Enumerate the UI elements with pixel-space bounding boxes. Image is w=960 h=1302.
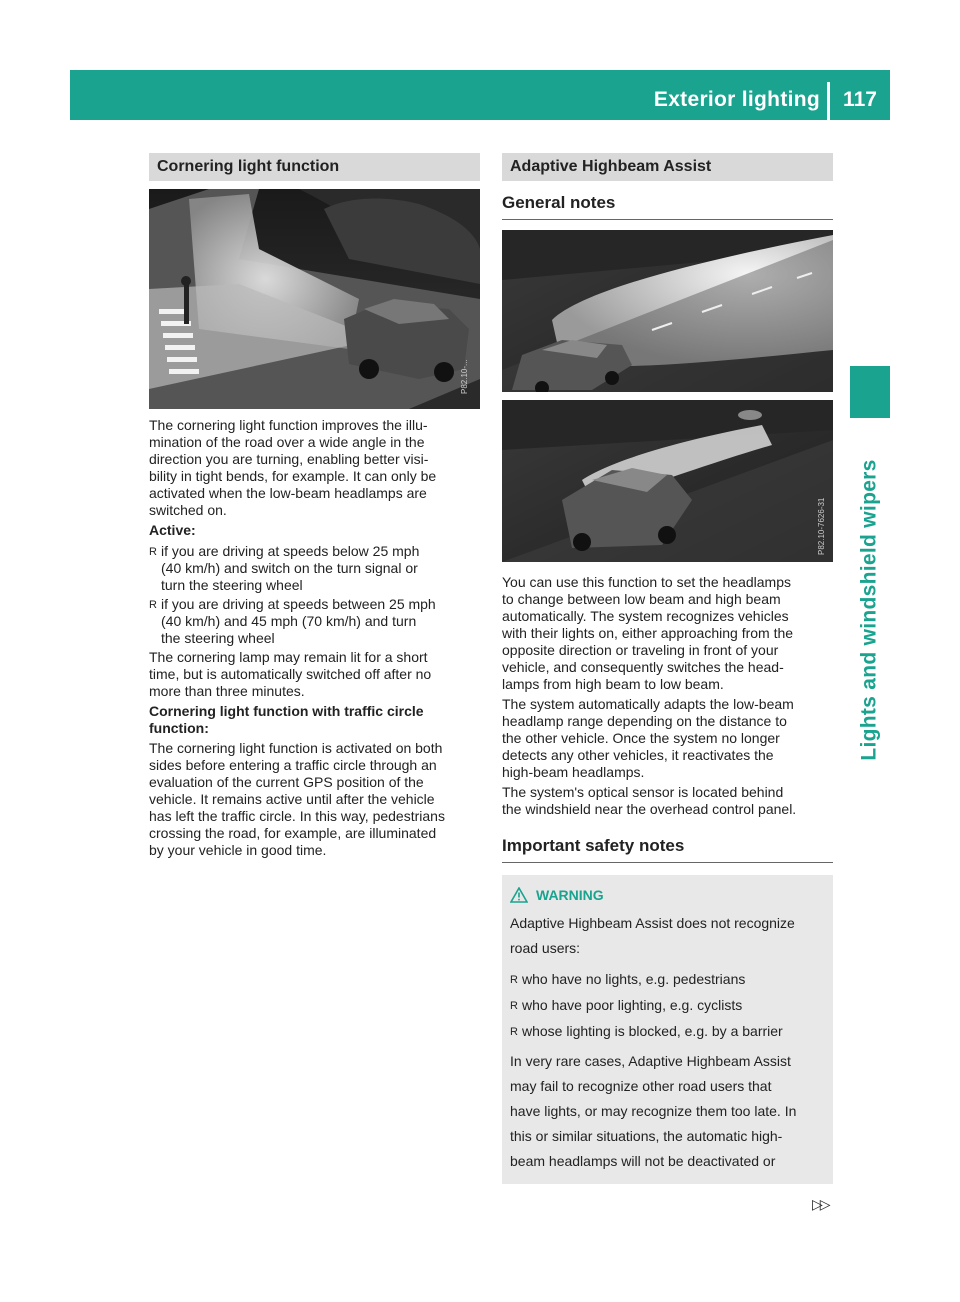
- side-tab-marker: [850, 366, 890, 418]
- bullet-icon: R: [510, 1000, 518, 1012]
- list-item: [149, 596, 480, 647]
- text-line: The system's optical sensor is located behind: [502, 784, 784, 800]
- text-line: has left the traffic circle. In this way, pedestrians: [149, 808, 445, 824]
- text-line: detects any other vehicles, it reactivates the: [502, 747, 774, 763]
- list-item: [510, 967, 825, 993]
- highbeam-paragraph-3: [502, 784, 833, 818]
- continue-arrow-icon: ▷▷: [812, 1196, 828, 1212]
- left-column: [149, 153, 480, 859]
- header-bar: [70, 70, 890, 120]
- list-item-text: who have no lights, e.g. pedestrians: [522, 971, 746, 987]
- text-line: the other vehicle. Once the system no longer: [502, 730, 780, 746]
- text-line: Cornering light function with traffic circle: [149, 703, 424, 719]
- text-line: switched on.: [149, 502, 227, 518]
- list-item-text: who have poor lighting, e.g. cyclists: [522, 997, 743, 1013]
- figure-code-left: P82.10-...: [460, 359, 469, 394]
- text-line: function:: [149, 720, 209, 736]
- list-item-text: whose lighting is blocked, e.g. by a barrier: [522, 1023, 783, 1039]
- text-line: if you are driving at speeds below 25 mph: [161, 543, 420, 559]
- bullet-icon: R: [510, 1026, 518, 1038]
- text-line: beam headlamps will not be deactivated or: [510, 1153, 776, 1169]
- section-title-cornering: Cornering light function: [149, 153, 480, 181]
- text-line: evaluation of the current GPS position of the: [149, 774, 424, 790]
- text-line: (40 km/h) and switch on the turn signal or: [161, 560, 418, 576]
- text-line: automatically. The system recognizes vehicles: [502, 608, 789, 624]
- text-line: mination of the road over a wide angle in the: [149, 434, 425, 450]
- cornering-light-illustration: [149, 189, 480, 409]
- warning-box: [502, 875, 833, 1184]
- section-title-highbeam: Adaptive Highbeam Assist: [502, 153, 833, 181]
- text-line: may fail to recognize other road users that: [510, 1078, 772, 1094]
- text-line: vehicle, and consequently switches the head-: [502, 659, 784, 675]
- text-line: the steering wheel: [161, 630, 275, 646]
- text-line: activated when the low-beam headlamps are: [149, 485, 427, 501]
- highbeam-paragraph-1: [502, 574, 833, 693]
- text-line: turn the steering wheel: [161, 577, 303, 593]
- text-line: The system automatically adapts the low-beam: [502, 696, 794, 712]
- chapter-title: Exterior lighting: [653, 88, 820, 111]
- warning-header: [510, 887, 825, 903]
- text-line: Adaptive Highbeam Assist does not recognize: [510, 915, 795, 931]
- warning-triangle-icon: [510, 887, 528, 903]
- text-line: crossing the road, for example, are illuminated: [149, 825, 437, 841]
- text-line: with their lights on, either approaching from the: [502, 625, 794, 641]
- text-line: road users:: [510, 940, 581, 956]
- highbeam-illustration: [502, 230, 833, 562]
- text-line: vehicle. It remains active until after the vehicle: [149, 791, 435, 807]
- text-line: have lights, or may recognize them too late. In: [510, 1103, 797, 1119]
- traffic-circle-label: [149, 703, 480, 737]
- warning-tail-paragraph: [510, 1049, 825, 1174]
- active-bullet-list: [149, 543, 480, 647]
- bullet-icon: R: [149, 599, 157, 611]
- text-line: lamps from high beam to low beam.: [502, 676, 724, 692]
- traffic-circle-paragraph: [149, 740, 480, 859]
- text-line: if you are driving at speeds between 25 mph: [161, 596, 436, 612]
- text-line: (40 km/h) and 45 mph (70 km/h) and turn: [161, 613, 417, 629]
- text-line: high-beam headlamps.: [502, 764, 645, 780]
- text-line: You can use this function to set the headlamps: [502, 574, 792, 590]
- text-line: sides before entering a traffic circle through an: [149, 757, 437, 773]
- list-item: [149, 543, 480, 594]
- text-line: direction you are turning, enabling better visi-: [149, 451, 429, 467]
- text-line: The cornering lamp may remain lit for a short: [149, 649, 428, 665]
- text-line: headlamp range depending on the distance to: [502, 713, 787, 729]
- text-line: this or similar situations, the automatic high-: [510, 1128, 783, 1144]
- list-item: [510, 993, 825, 1019]
- text-line: The cornering light function improves the illu-: [149, 417, 428, 433]
- text-line: the windshield near the overhead control panel.: [502, 801, 797, 817]
- text-line: to change between low beam and high beam: [502, 591, 781, 607]
- text-line: In very rare cases, Adaptive Highbeam Assist: [510, 1053, 791, 1069]
- active-label: Active:: [149, 522, 196, 538]
- text-line: time, but is automatically switched off after no: [149, 666, 432, 682]
- bullet-icon: R: [149, 546, 157, 558]
- text-line: bility in tight bends, for example. It can only be: [149, 468, 437, 484]
- page-number: 117: [843, 88, 877, 111]
- figure-code-right: P82.10-7626-31: [817, 497, 826, 555]
- subheading-safety-notes: Important safety notes: [502, 836, 833, 863]
- subheading-general-notes: General notes: [502, 193, 833, 220]
- text-line: by your vehicle in good time.: [149, 842, 327, 858]
- lamp-paragraph: [149, 649, 480, 700]
- right-column: [502, 153, 833, 1184]
- text-line: The cornering light function is activated on both: [149, 740, 443, 756]
- intro-paragraph: [149, 417, 480, 519]
- warning-bullet-list: [510, 967, 825, 1045]
- warning-label: WARNING: [536, 887, 604, 903]
- list-item: [510, 1019, 825, 1045]
- text-line: more than three minutes.: [149, 683, 305, 699]
- highbeam-paragraph-2: [502, 696, 833, 781]
- side-tab-label: Lights and windshield wipers: [858, 459, 882, 761]
- text-line: opposite direction or traveling in front of your: [502, 642, 779, 658]
- side-tab: [850, 430, 890, 790]
- bullet-icon: R: [510, 974, 518, 986]
